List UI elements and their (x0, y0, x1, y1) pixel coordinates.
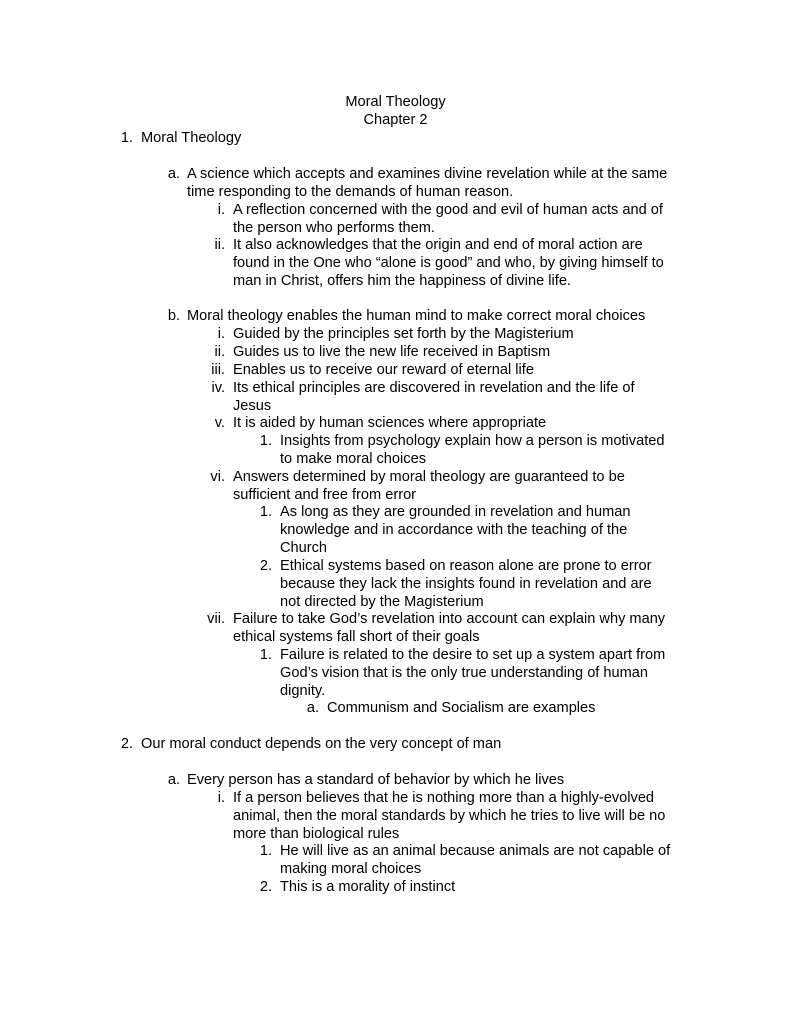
outline-marker: a. (306, 700, 319, 716)
outline-marker: ii. (214, 237, 225, 253)
document-subtitle: Chapter 2 (363, 112, 428, 128)
outline-text-line: Our moral conduct depends on the very concept of man (141, 736, 502, 752)
outline-marker: 1. (259, 843, 272, 859)
outline-text-line: not directed by the Magisterium (280, 594, 484, 610)
outline-marker: 1. (259, 504, 272, 520)
outline-text-line: Communism and Socialism are examples (327, 700, 596, 716)
outline-text-line: Ethical systems based on reason alone are prone to error (280, 558, 652, 574)
outline-text-line: animal, then the moral standards by which he tries to live will be no (233, 808, 666, 824)
outline-marker: 1. (259, 647, 272, 663)
outline-text-line: He will live as an animal because animals are not capable of (280, 843, 671, 859)
outline-text-line: knowledge and in accordance with the teaching of the (280, 522, 628, 538)
outline-text-line: It is aided by human sciences where appropriate (233, 415, 547, 431)
outline-text-line: Jesus (233, 398, 272, 414)
outline-text-line: dignity. (280, 683, 326, 699)
outline-text-line: Moral Theology (141, 130, 242, 146)
outline-text-line: making moral choices (280, 861, 422, 877)
outline-text-line: A science which accepts and examines divine revelation while at the same (187, 166, 668, 182)
outline-marker: 1. (259, 433, 272, 449)
outline-marker: vi. (210, 469, 225, 485)
outline-marker: b. (167, 308, 180, 324)
outline-text-line: Church (280, 540, 328, 556)
outline-text-line: because they lack the insights found in revelation and are (280, 576, 652, 592)
outline-marker: vii. (207, 611, 225, 627)
outline-marker: a. (167, 772, 180, 788)
outline-marker: ii. (214, 344, 225, 360)
outline-marker: 1. (120, 130, 133, 146)
outline-text-line: This is a morality of instinct (280, 879, 456, 895)
outline-marker: 2. (259, 558, 272, 574)
outline-marker: v. (214, 415, 225, 431)
outline-text-line: If a person believes that he is nothing more than a highly-evolved (233, 790, 655, 806)
outline-marker: iv. (211, 380, 225, 396)
outline-text-line: Enables us to receive our reward of eternal life (233, 362, 534, 378)
outline-text-line: man in Christ, offers him the happiness of divine life. (233, 273, 571, 289)
outline-marker: 2. (259, 879, 272, 895)
outline-marker: i. (217, 202, 225, 218)
outline-marker: i. (217, 326, 225, 342)
outline-text-line: Moral theology enables the human mind to make correct moral choices (187, 308, 646, 324)
outline-text-line: God’s vision that is the only true understanding of human (280, 665, 649, 681)
outline-text-line: ethical systems fall short of their goals (233, 629, 480, 645)
outline-text-line: found in the One who “alone is good” and who, by giving himself to (233, 255, 664, 271)
outline-text-line: to make moral choices (280, 451, 426, 467)
outline-text-line: Its ethical principles are discovered in revelation and the life of (233, 380, 635, 396)
outline-marker: i. (217, 790, 225, 806)
outline-text-line: Every person has a standard of behavior by which he lives (187, 772, 565, 788)
outline-text-line: Failure is related to the desire to set up a system apart from (280, 647, 666, 663)
outline-text-line: Guides us to live the new life received in Baptism (233, 344, 551, 360)
outline-text-line: Answers determined by moral theology are guaranteed to be (233, 469, 625, 485)
outline-text-line: It also acknowledges that the origin and end of moral action are (233, 237, 643, 253)
outline-text-line: A reflection concerned with the good and evil of human acts and of (233, 202, 663, 218)
outline-text-line: time responding to the demands of human reason. (187, 184, 514, 200)
outline-text-line: As long as they are grounded in revelation and human (280, 504, 631, 520)
outline-text-line: Guided by the principles set forth by the Magisterium (233, 326, 574, 342)
outline-text-line: Failure to take God’s revelation into account can explain why many (233, 611, 666, 627)
document-title: Moral Theology (345, 94, 446, 110)
outline-marker: a. (167, 166, 180, 182)
outline-text-line: Insights from psychology explain how a person is motivated (280, 433, 665, 449)
outline-marker: 2. (120, 736, 133, 752)
outline-text-line: sufficient and free from error (233, 487, 417, 503)
outline-text-line: the person who performs them. (233, 220, 435, 236)
outline-marker: iii. (211, 362, 225, 378)
outline-text-line: more than biological rules (233, 826, 400, 842)
